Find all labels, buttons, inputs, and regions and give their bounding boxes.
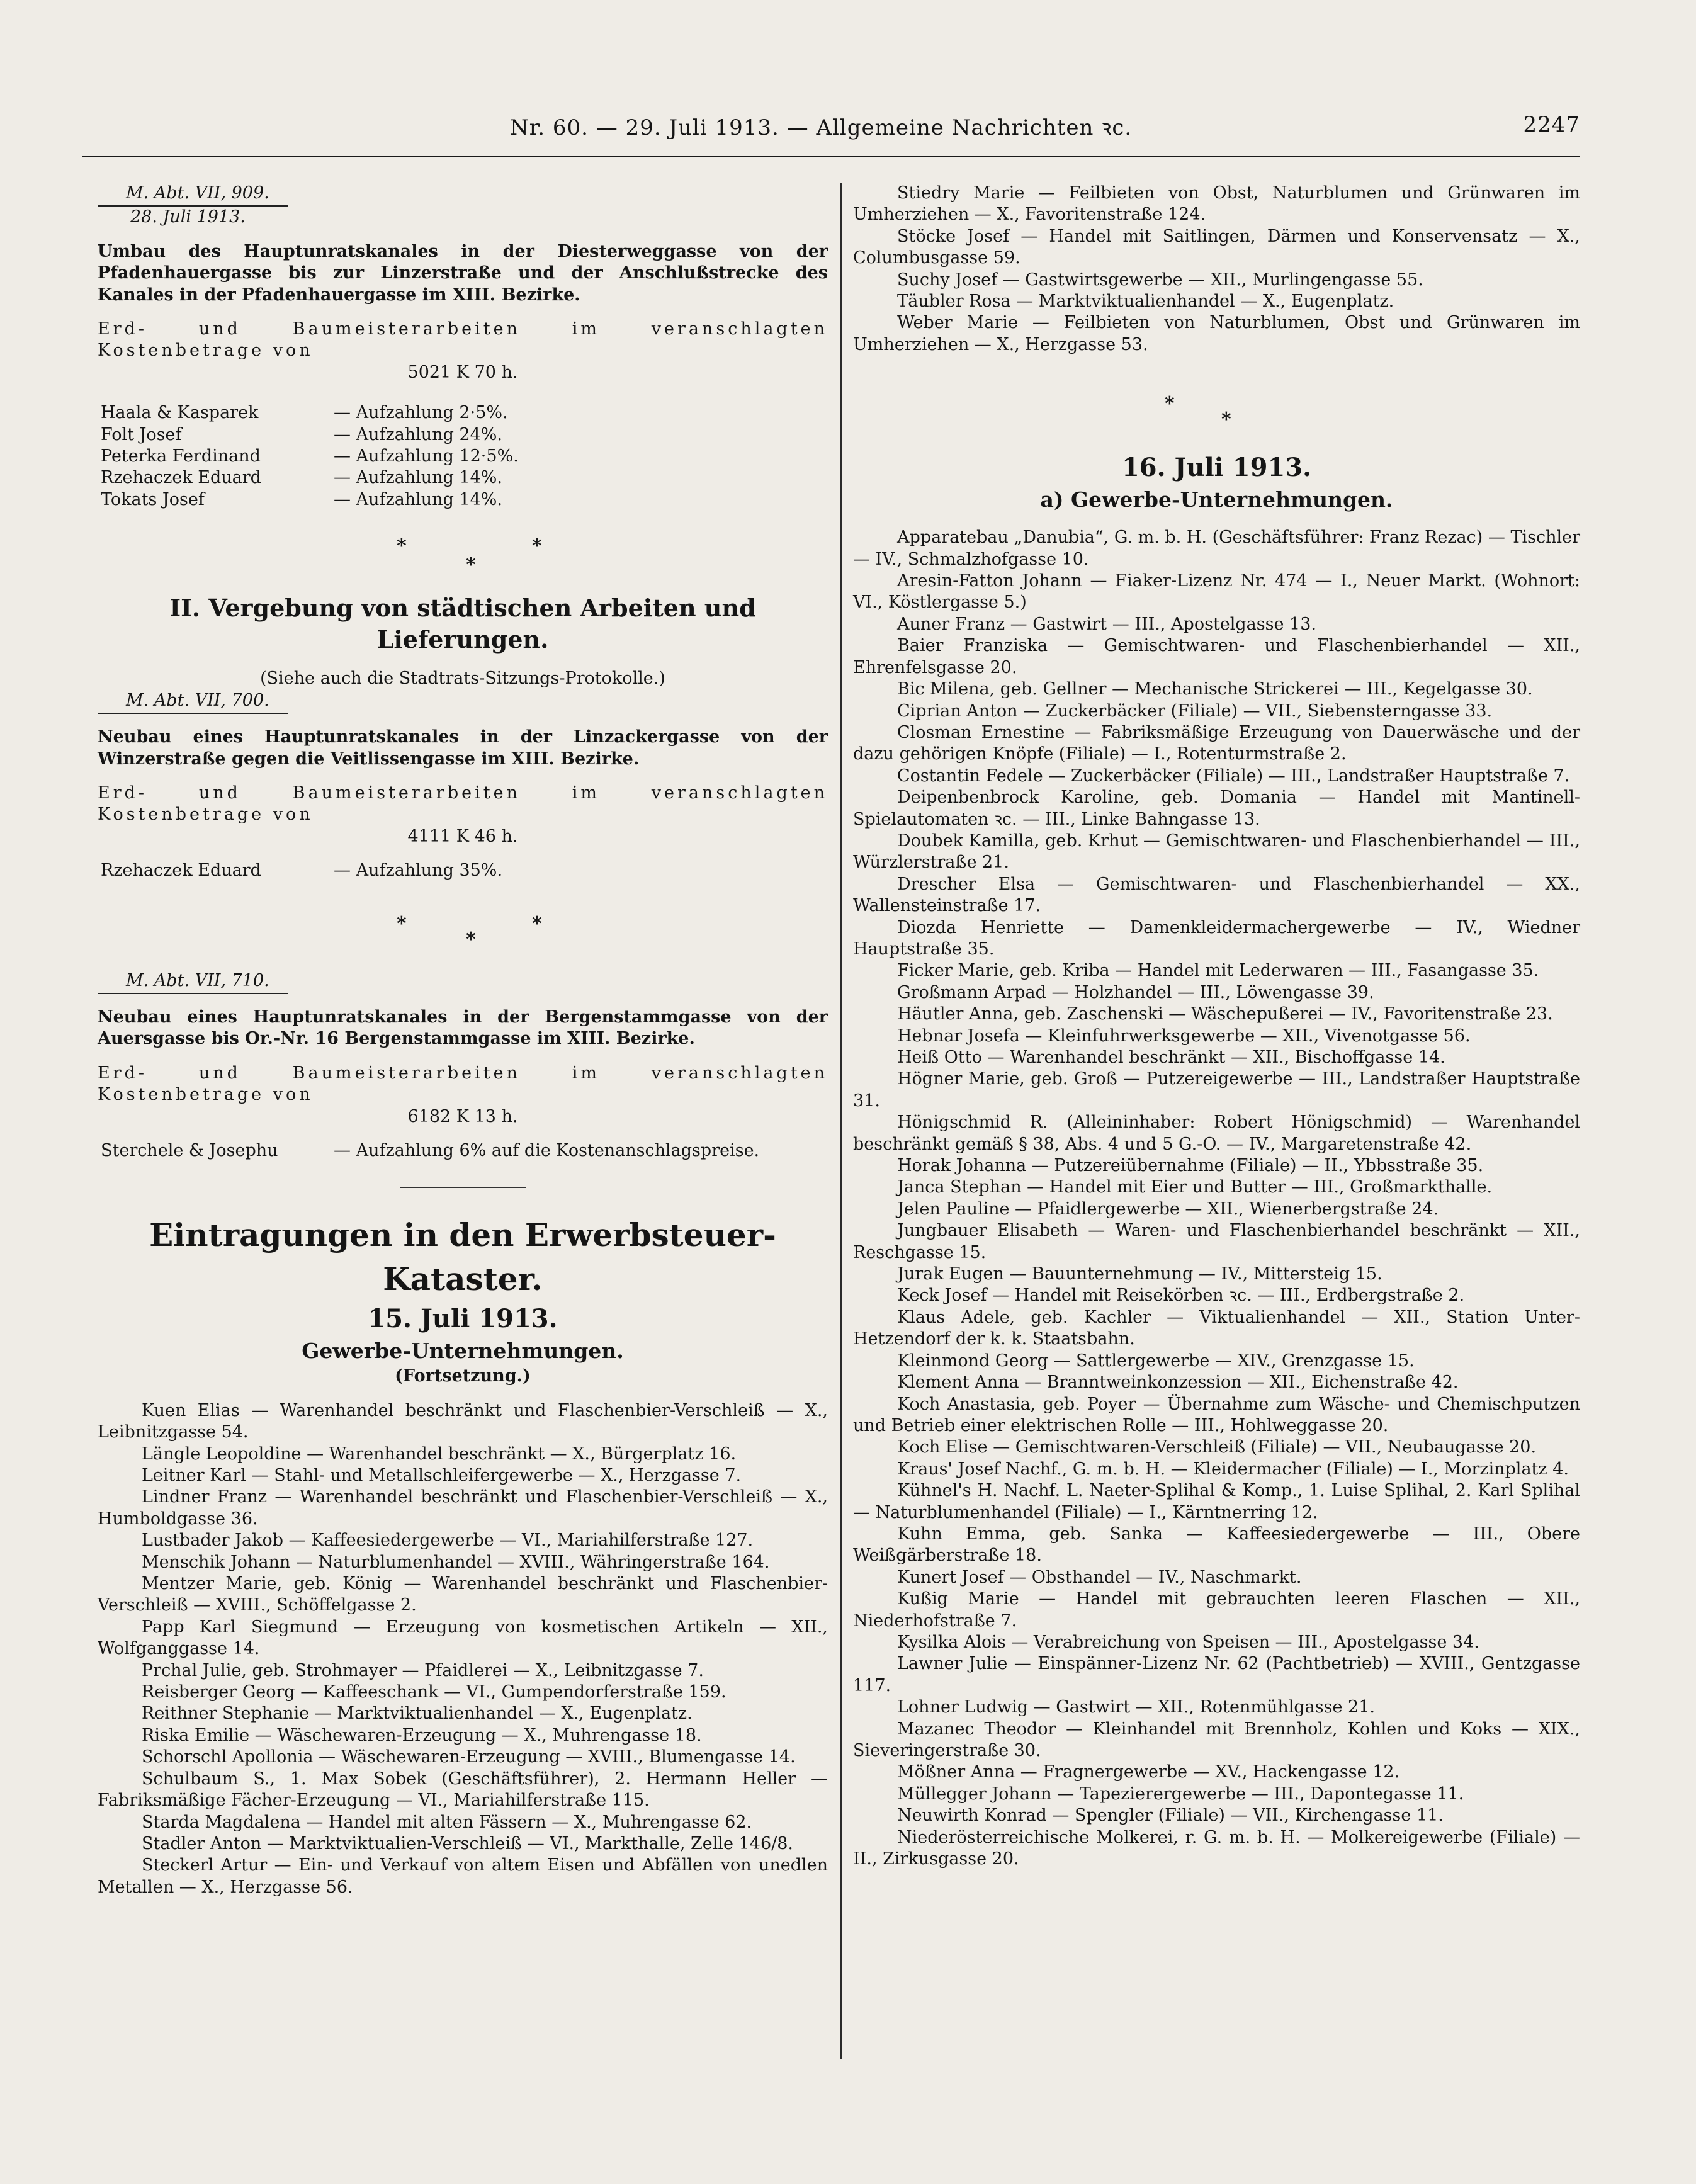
register-entry: Auner Franz — Gastwirt — III., Apostelgasse 13. bbox=[897, 614, 1316, 634]
bid-value: — Aufzahlung 2·5%. bbox=[334, 403, 508, 423]
register-entry: Lustbader Jakob — Kaffeesiedergewerbe — VI., Mariahilferstraße 127. bbox=[142, 1530, 754, 1551]
project-title: Neubau eines Hauptunratskanales in der Bergenstammgasse von der Auersgasse bis Or.-Nr. 16 Bergenstammgasse im XIII. Bezirke. bbox=[98, 1007, 828, 1049]
register-entry: Costantin Fedele — Zuckerbäcker (Filiale) — III., Landstraßer Hauptstraße 7. bbox=[897, 766, 1570, 786]
register-entry: Schorschl Apollonia — Wäschewaren-Erzeugung — XVIII., Blumengasse 14. bbox=[142, 1747, 796, 1767]
reference-number: M. Abt. VII, 700. bbox=[98, 690, 288, 714]
register-entry: Lindner Franz — Warenhandel beschränkt und Flaschenbier-Verschleiß — X., Humboldgasse 36. bbox=[98, 1487, 828, 1529]
register-entry: Hönigschmid R. (Alleininhaber: Robert Hönigschmid) — Warenhandel beschränkt gemäß § 38, Abs. 4 und 5 G.-O. — IV., Margaretenstraße 42. bbox=[853, 1112, 1580, 1154]
project-title: Neubau eines Hauptunratskanales in der Linzackergasse von der Winzerstraße gegen die Veitlissengasse im XIII. Bezirke. bbox=[98, 727, 828, 769]
date-heading: 16. Juli 1913. bbox=[1121, 453, 1312, 483]
register-entry: Högner Marie, geb. Groß — Putzereigewerbe — III., Landstraßer Hauptstraße 31. bbox=[853, 1069, 1580, 1111]
subheading: Gewerbe-Unternehmungen. bbox=[302, 1338, 624, 1364]
register-entry: Ciprian Anton — Zuckerbäcker (Filiale) — VII., Siebensterngasse 33. bbox=[897, 701, 1493, 721]
register-entry: Häutler Anna, geb. Zaschenski — Wäschepußerei — IV., Favoritenstraße 23. bbox=[897, 1004, 1553, 1024]
cost-amount: 4111 K 46 h. bbox=[407, 826, 518, 846]
bid-row bbox=[98, 402, 828, 424]
project-title: Umbau des Hauptunratskanales in der Diesterweggasse von der Pfadenhauergasse bis zur Linzerstraße und der Anschlußstrecke des Kanales in der Pfadenhauergasse im XIII. Bezirke. bbox=[98, 241, 828, 305]
register-entry: Koch Elise — Gemischtwaren-Verschleiß (Filiale) — VII., Neubaugasse 20. bbox=[897, 1437, 1537, 1457]
register-entry: Janca Stephan — Handel mit Eier und Butter — III., Großmarkthalle. bbox=[897, 1177, 1493, 1197]
page-number: 2247 bbox=[1523, 112, 1580, 137]
bid-row bbox=[98, 860, 828, 881]
separator-star: * bbox=[397, 912, 407, 935]
register-entry: Mazanec Theodor — Kleinhandel mit Brennholz, Kohlen und Koks — XIX., Sieveringerstraße 30. bbox=[853, 1719, 1580, 1760]
register-entry: Müllegger Johann — Tapezierergewerbe — III., Dapontegasse 11. bbox=[897, 1784, 1464, 1804]
register-entry: Papp Karl Siegmund — Erzeugung von kosmetischen Artikeln — XII., Wolfganggasse 14. bbox=[98, 1617, 828, 1659]
register-entry: Stiedry Marie — Feilbieten von Obst, Naturblumen und Grünwaren im Umherziehen — X., Favoritenstraße 124. bbox=[853, 183, 1580, 225]
separator-star: * bbox=[1165, 393, 1175, 416]
register-entry: Klement Anna — Branntweinkonzession — XII., Eichenstraße 42. bbox=[897, 1372, 1459, 1393]
bid-row bbox=[98, 446, 828, 467]
register-entry: Weber Marie — Feilbieten von Naturblumen, Obst und Grünwaren im Umherziehen — X., Herzgasse 53. bbox=[853, 313, 1580, 354]
work-description: Erd- und Baumeisterarbeiten im veranschlagten Kostenbetrage von bbox=[98, 783, 828, 825]
separator-star: * bbox=[532, 912, 542, 935]
register-entry: Kühnel's H. Nachf. L. Naeter-Splihal & Komp., 1. Luise Splihal, 2. Karl Splihal — Naturblumenhandel (Filiale) — I., Kärntnerring 12. bbox=[853, 1481, 1580, 1522]
bidder-name: Haala & Kasparek bbox=[101, 403, 259, 423]
work-description: Erd- und Baumeisterarbeiten im veranschlagten Kostenbetrage von bbox=[98, 1063, 828, 1105]
register-entry: Suchy Josef — Gastwirtsgewerbe — XII., Murlingengasse 55. bbox=[897, 269, 1423, 290]
register-entry: Leitner Karl — Stahl- und Metallschleifergewerbe — X., Herzgasse 7. bbox=[142, 1466, 742, 1485]
bid-value: — Aufzahlung 6% auf die Kostenanschlagspreise. bbox=[334, 1140, 760, 1160]
register-entry: Längle Leopoldine — Warenhandel beschränkt — X., Bürgerplatz 16. bbox=[142, 1444, 737, 1464]
register-entry: Großmann Arpad — Holzhandel — III., Löwengasse 39. bbox=[897, 982, 1374, 1002]
section-note: (Siehe auch die Stadtrats-Sitzungs-Protokolle.) bbox=[260, 669, 665, 689]
register-entry: Starda Magdalena — Handel mit alten Fässern — X., Muhrengasse 62. bbox=[142, 1812, 752, 1832]
bid-row bbox=[98, 467, 828, 489]
register-entry: Horak Johanna — Putzereiübernahme (Filiale) — II., Ybbsstraße 35. bbox=[897, 1156, 1484, 1176]
bid-value: — Aufzahlung 14%. bbox=[334, 489, 503, 509]
cost-amount: 6182 K 13 h. bbox=[407, 1106, 518, 1126]
section-710 bbox=[98, 970, 828, 1162]
separator-star: * bbox=[397, 535, 407, 558]
bidder-name: Rzehaczek Eduard bbox=[101, 861, 261, 881]
reference-number: M. Abt. VII, 710. bbox=[98, 970, 288, 994]
register-entry: Stadler Anton — Marktviktualien-Verschleiß — VI., Markthalle, Zelle 146/8. bbox=[142, 1833, 793, 1853]
register-entry: Mentzer Marie, geb. König — Warenhandel beschränkt und Flaschenbier-Verschleiß — XVIII., Schöffelgasse 2. bbox=[98, 1574, 828, 1615]
register-entry: Koch Anastasia, geb. Poyer — Übernahme zum Wäsche- und Chemischputzen und Betrieb einer elektrischen Rolle — III., Hohlweggasse 20. bbox=[853, 1394, 1580, 1435]
right-column bbox=[853, 183, 1580, 1870]
register-entry: Hebnar Josefa — Kleinfuhrwerksgewerbe — XII., Vivenotgasse 56. bbox=[897, 1026, 1471, 1046]
main-heading: Eintragungen in den Erwerbsteuer-Kataster. bbox=[149, 1216, 776, 1298]
register-entry: Kußig Marie — Handel mit gebrauchten leeren Flaschen — XII., Niederhofstraße 7. bbox=[853, 1589, 1580, 1631]
register-entry: Riska Emilie — Wäschewaren-Erzeugung — X., Muhrengasse 18. bbox=[142, 1725, 702, 1745]
column-divider bbox=[840, 183, 842, 2059]
register-entry: Heiß Otto — Warenhandel beschränkt — XII., Bischoffgasse 14. bbox=[897, 1048, 1445, 1067]
section-separator-stars bbox=[853, 356, 1580, 450]
register-entry: Kysilka Alois — Verabreichung von Speisen — III., Apostelgasse 34. bbox=[897, 1632, 1479, 1652]
section-700 bbox=[98, 592, 828, 881]
cost-amount: 5021 K 70 h. bbox=[407, 362, 518, 382]
reference-number: M. Abt. VII, 909. bbox=[98, 183, 288, 207]
register-entry: Reithner Stephanie — Marktviktualienhandel — X., Eugenplatz. bbox=[142, 1704, 693, 1724]
register-entry: Jelen Pauline — Pfaidlergewerbe — XII., Wienerbergstraße 24. bbox=[897, 1199, 1439, 1219]
register-entry: Jungbauer Elisabeth — Waren- und Flaschenbierhandel beschränkt — XII., Reschgasse 15. bbox=[853, 1221, 1580, 1262]
register-entry: Baier Franziska — Gemischtwaren- und Flaschenbierhandel — XII., Ehrenfelsgasse 20. bbox=[853, 636, 1580, 677]
register-entry: Klaus Adele, geb. Kachler — Viktualienhandel — XII., Station Unter-Hetzendorf der k. k. Staatsbahn. bbox=[853, 1307, 1580, 1349]
register-entry: Jurak Eugen — Bauunternehmung — IV., Mittersteig 15. bbox=[897, 1264, 1382, 1284]
bidder-name: Sterchele & Josephu bbox=[101, 1140, 278, 1160]
register-entry: Täubler Rosa — Marktviktualienhandel — X., Eugenplatz. bbox=[897, 291, 1394, 312]
register-entry: Ficker Marie, geb. Kriba — Handel mit Lederwaren — III., Fasangasse 35. bbox=[897, 961, 1539, 981]
register-entry: Keck Josef — Handel mit Reisekörben ꝛc. — III., Erdbergstraße 2. bbox=[897, 1286, 1465, 1306]
separator-star: * bbox=[466, 554, 476, 577]
left-column bbox=[98, 183, 828, 1898]
register-entry: Lohner Ludwig — Gastwirt — XII., Rotenmühlgasse 21. bbox=[897, 1697, 1375, 1717]
bid-value: — Aufzahlung 35%. bbox=[334, 861, 503, 881]
date-heading: 15. Juli 1913. bbox=[368, 1304, 558, 1334]
register-entry: Diozda Henriette — Damenkleidermachergewerbe — IV., Wiedner Hauptstraße 35. bbox=[853, 917, 1580, 959]
register-entry: Kuhn Emma, geb. Sanka — Kaffeesiedergewerbe — III., Obere Weißgärberstraße 18. bbox=[853, 1524, 1580, 1566]
subheading: a) Gewerbe-Unternehmungen. bbox=[1040, 487, 1393, 512]
bidder-name: Peterka Ferdinand bbox=[101, 446, 261, 467]
register-entry: Deipenbenbrock Karoline, geb. Domania — Handel mit Mantinell-Spielautomaten ꝛc. — III., Linke Bahngasse 13. bbox=[853, 788, 1580, 829]
register-entry: Kleinmond Georg — Sattlergewerbe — XIV., Grenzgasse 15. bbox=[897, 1350, 1415, 1371]
register-entry: Aresin-Fatton Johann — Fiaker-Lizenz Nr. 474 — I., Neuer Markt. (Wohnort: VI., Köstlergasse 5.) bbox=[853, 571, 1580, 613]
register-entry: Lawner Julie — Einspänner-Lizenz Nr. 62 (Pachtbetrieb) — XVIII., Gentzgasse 117. bbox=[853, 1654, 1580, 1695]
bid-row bbox=[98, 1140, 828, 1162]
bid-row bbox=[98, 489, 828, 511]
register-entry: Closman Ernestine — Fabriksmäßige Erzeugung von Dauerwäsche und der dazu gehörigen Knöpfe (Filiale) — I., Rotenturmstraße 2. bbox=[853, 722, 1580, 764]
newspaper-page bbox=[82, 94, 1580, 2096]
register-entry: Drescher Elsa — Gemischtwaren- und Flaschenbierhandel — XX., Wallensteinstraße 17. bbox=[853, 874, 1580, 916]
register-entry: Doubek Kamilla, geb. Krhut — Gemischtwaren- und Flaschenbierhandel — III., Würzlerstraße 21. bbox=[853, 830, 1580, 873]
work-description: Erd- und Baumeisterarbeiten im veranschlagten Kostenbetrage von bbox=[98, 319, 828, 361]
register-entry: Kuen Elias — Warenhandel beschränkt und Flaschenbier-Verschleiß — X., Leibnitzgasse 54. bbox=[98, 1400, 828, 1442]
register-entry: Schulbaum S., 1. Max Sobek (Geschäftsführer), 2. Hermann Heller — Fabriksmäßige Fächer-Erzeugung — VI., Mariahilferstraße 115. bbox=[98, 1768, 828, 1811]
register-entry: Reisberger Georg — Kaffeeschank — VI., Gumpendorferstraße 159. bbox=[142, 1682, 726, 1702]
bidder-name: Tokats Josef bbox=[101, 489, 205, 509]
register-entry: Kraus' Josef Nachf., G. m. b. H. — Kleidermacher (Filiale) — I., Morzinplatz 4. bbox=[897, 1459, 1569, 1479]
separator-star: * bbox=[1221, 409, 1231, 431]
bid-row bbox=[98, 424, 828, 446]
bidder-name: Rzehaczek Eduard bbox=[101, 468, 261, 488]
register-entry: Steckerl Artur — Ein- und Verkauf von altem Eisen und Abfällen von unedlen Metallen — X., Herzgasse 56. bbox=[98, 1855, 828, 1897]
register-entry: Neuwirth Konrad — Spengler (Filiale) — VII., Kirchengasse 11. bbox=[897, 1806, 1444, 1826]
register-entry: Prchal Julie, geb. Strohmayer — Pfaidlerei — X., Leibnitzgasse 7. bbox=[142, 1660, 704, 1680]
separator-star: * bbox=[532, 535, 542, 558]
register-entry: Menschik Johann — Naturblumenhandel — XVIII., Währingerstraße 164. bbox=[142, 1552, 770, 1572]
register-entry: Stöcke Josef — Handel mit Saitlingen, Därmen und Konservensatz — X., Columbusgasse 59. bbox=[853, 226, 1580, 268]
continuation-note: (Fortsetzung.) bbox=[395, 1366, 531, 1386]
register-entry: Apparatebau „Danubia“, G. m. b. H. (Geschäftsführer: Franz Rezac) — Tischler — IV., Schmalzhofgasse 10. bbox=[853, 528, 1580, 569]
register-entry: Kunert Josef — Obsthandel — IV., Naschmarkt. bbox=[897, 1567, 1302, 1587]
header-rule bbox=[82, 156, 1580, 157]
section-kataster bbox=[98, 1213, 828, 1898]
register-entry: Niederösterreichische Molkerei, r. G. m. b. H. — Molkereigewerbe (Filiale) — II., Zirkusgasse 20. bbox=[853, 1827, 1580, 1869]
bidder-name: Folt Josef bbox=[101, 424, 182, 444]
section-date: 28. Juli 1913. bbox=[130, 207, 246, 227]
register-entry: Mößner Anna — Fragnergewerbe — XV., Hackengasse 12. bbox=[897, 1762, 1400, 1782]
page-header bbox=[82, 112, 1580, 150]
section-heading: II. Vergebung von städtischen Arbeiten und Lieferungen. bbox=[169, 594, 756, 654]
bid-value: — Aufzahlung 12·5%. bbox=[334, 446, 519, 467]
bid-value: — Aufzahlung 14%. bbox=[334, 468, 503, 488]
bid-value: — Aufzahlung 24%. bbox=[334, 424, 503, 444]
header-title: Nr. 60. — 29. Juli 1913. — Allgemeine Nachrichten ꝛc. bbox=[510, 115, 1133, 140]
section-separator-stars bbox=[98, 523, 828, 592]
register-entry: Bic Milena, geb. Gellner — Mechanische Strickerei — III., Kegelgasse 30. bbox=[897, 679, 1533, 699]
section-separator-stars bbox=[98, 882, 828, 970]
separator-star: * bbox=[466, 928, 476, 951]
section-909 bbox=[98, 183, 828, 511]
